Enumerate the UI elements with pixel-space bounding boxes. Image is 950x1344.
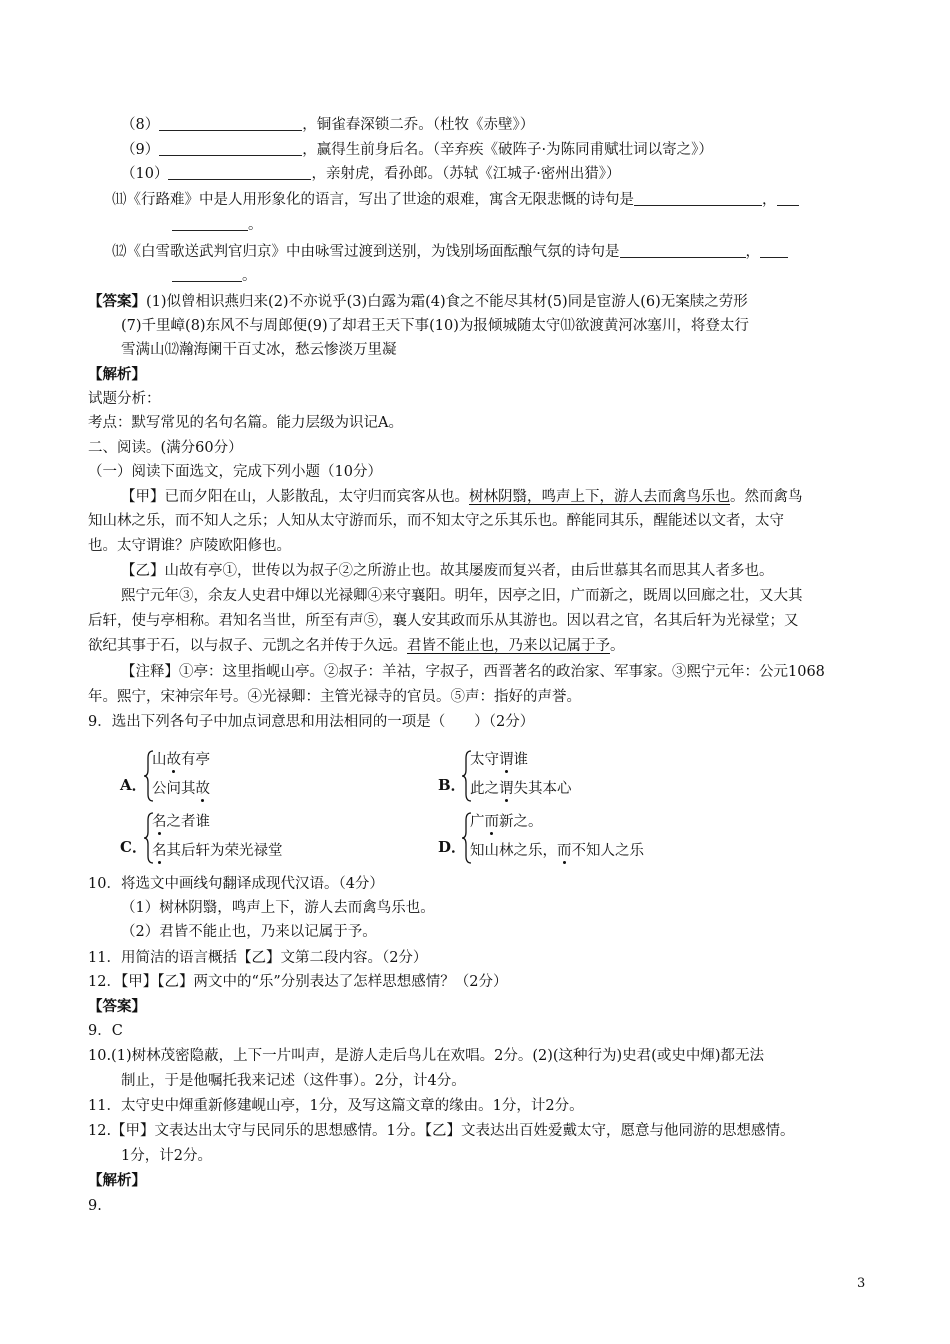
analysis-9: 9. xyxy=(88,1198,102,1214)
analysis-label-2: 【解析】 xyxy=(88,1172,146,1189)
answer-line-1: 【答案】(1)似曾相识燕归来(2)不亦说乎(3)白露为霜(4)食之不能尽其材(5)同是宦游人(6)无案牍之劳形 xyxy=(88,293,748,310)
question-11: 11．用简洁的语言概括【乙】文第二段内容。（2分） xyxy=(88,950,428,966)
answer-label: 【答案】 xyxy=(88,998,146,1015)
dotted-word: 谓 xyxy=(499,752,514,768)
notes-line-2: 年。熙宁，宋神宗年号。④光禄卿：主管光禄寺的官员。⑤声：指好的声誉。 xyxy=(88,689,581,705)
passage-yi-line-3: 后轩，使与亭相称。君知名当世，所至有声⑤，襄人安其政而乐从其游也。因以君之官，名其后轩为光禄堂；又 xyxy=(88,613,799,629)
underlined-sentence: 君皆不能止也，乃来以记属于予 xyxy=(407,638,610,654)
answer-blank[interactable] xyxy=(168,165,311,180)
fill-item-12: ⑿《白雪歌送武判官归京》中由咏雪过渡到送别，为饯别场面酝酿气氛的诗句是 ， xyxy=(112,242,950,262)
answer-line-3: 雪满山⑿瀚海阑干百丈冰，愁云惨淡万里凝 xyxy=(121,342,397,358)
passage-yi-line-2: 熙宁元年③，余友人史君中煇以光禄卿④来守襄阳。明年，因亭之旧，广而新之，既周以回廊之壮，又大其 xyxy=(121,588,803,604)
part-heading: （一）阅读下面选文，完成下列小题（10分） xyxy=(88,464,382,480)
fill-item-11: ⑾《行路难》中是人用形象化的语言，写出了世途的艰难，寓含无限悲慨的诗句是 ， xyxy=(112,190,950,210)
answer-blank[interactable] xyxy=(159,116,302,131)
question-10: 10．将选文中画线句翻译成现代汉语。（4分） xyxy=(88,876,384,892)
question-10-2: （2）君皆不能止也，乃来以记属于予。 xyxy=(121,924,377,940)
dotted-word: 而 xyxy=(484,814,499,830)
passage-yi-line-1: 【乙】山故有亭①，世传以为叔子②之所游止也。故其屡废而复兴者，由后世慕其名而思其人者多也。 xyxy=(121,563,774,579)
question-12: 12．【甲】【乙】两文中的“乐”分别表达了怎样思想感情？（2分） xyxy=(88,974,508,990)
answer-blank[interactable] xyxy=(634,191,762,206)
answer-10-line-1: 10.(1)树林茂密隐蔽，上下一片叫声，是游人走后鸟儿在欢唱。2分。(2)(这种行为)史君(或史中煇)都无法 xyxy=(88,1048,764,1064)
kaodian: 考点：默写常见的名句名篇。能力层级为识记A。 xyxy=(88,415,403,431)
answer-12-line-1: 12.【甲】文表达出太守与民同乐的思想感情。1分。【乙】文表达出百姓爱戴太守，愿意与他同游的思想感情。 xyxy=(88,1123,795,1139)
fill-item-11-cont: 。 xyxy=(172,215,950,235)
answer-11: 11．太守史中煇重新修建岘山亭，1分，及写这篇文章的缘由。1分，计2分。 xyxy=(88,1098,584,1114)
analysis-sub: 试题分析： xyxy=(88,391,161,407)
passage-jia-line-3: 也。太守谓谁？庐陵欧阳修也。 xyxy=(88,538,291,554)
question-9: 9．选出下列各句子中加点词意思和用法相同的一项是（ ）（2分） xyxy=(88,714,535,730)
answer-blank[interactable] xyxy=(620,243,746,258)
question-10-1: （1）树林阴翳，鸣声上下，游人去而禽鸟乐也。 xyxy=(121,900,435,916)
analysis-label: 【解析】 xyxy=(88,366,146,383)
dotted-word: 名 xyxy=(152,814,167,830)
answer-blank[interactable] xyxy=(760,243,788,258)
answer-blank[interactable] xyxy=(159,141,302,156)
passage-jia-line-1: 【甲】已而夕阳在山，人影散乱，太守归而宾客从也。树林阴翳，鸣声上下，游人去而禽鸟乐也。然而禽鸟 xyxy=(121,489,803,505)
passage-jia-line-2: 知山林之乐，而不知人之乐；人知从太守游而乐，而不知太守之乐其乐也。醉能同其乐，醒能述以文者，太守 xyxy=(88,513,784,529)
section-heading: 二、阅读。(满分60分） xyxy=(88,440,243,456)
page-number: 3 xyxy=(857,1276,866,1291)
dotted-word: 故 xyxy=(195,781,210,797)
answer-12-line-2: 1分，计2分。 xyxy=(121,1148,212,1164)
answer-line-2: (7)千里嶂(8)东风不与周郎便(9)了却君王天下事(10)为报倾城随太守⑾欲渡黄河冰塞川，将登太行 xyxy=(121,318,749,334)
dotted-word: 名 xyxy=(152,843,167,859)
fill-item-9: （9） ，赢得生前身后名。（辛弃疾《破阵子·为陈同甫赋壮词以寄之》） xyxy=(121,142,713,158)
answer-10-line-2: 制止，于是他嘱托我来记述（这件事）。2分，计4分。 xyxy=(121,1073,466,1089)
passage-yi-line-4: 欲纪其事于石，以与叔子、元凯之名并传于久远。君皆不能止也，乃来以记属于予。 xyxy=(88,638,625,654)
dotted-word: 谓 xyxy=(499,781,514,797)
dotted-word: 而 xyxy=(557,843,572,859)
answer-blank[interactable] xyxy=(172,216,248,231)
notes-line-1: 【注释】①亭：这里指岘山亭。②叔子：羊祜，字叔子，西晋著名的政治家、军事家。③熙宁元年：公元1068 xyxy=(121,664,825,680)
fill-item-12-cont: 。 xyxy=(172,266,950,286)
answer-9: 9．C xyxy=(88,1023,123,1039)
underlined-sentence: 树林阴翳，鸣声上下，游人去而禽鸟乐也 xyxy=(469,489,730,505)
fill-item-8: （8） ，铜雀春深锁二乔。（杜牧《赤壁》） xyxy=(121,117,535,133)
fill-item-10: （10） ，亲射虎，看孙郎。（苏轼《江城子·密州出猎》） xyxy=(121,166,621,182)
answer-blank[interactable] xyxy=(777,191,799,206)
answer-blank[interactable] xyxy=(172,267,242,282)
dotted-word: 故 xyxy=(166,752,181,768)
